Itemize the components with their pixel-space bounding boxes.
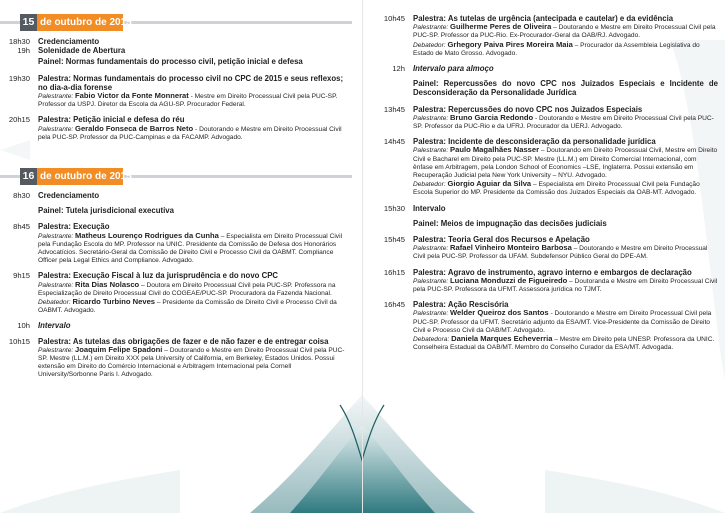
- speaker-role: Palestrante:: [38, 232, 74, 240]
- speaker-role: Palestrante:: [413, 24, 449, 32]
- item-title: Palestra: As tutelas de urgência (antecipada e cautelar) e da evidência: [413, 14, 674, 23]
- speaker-info: [413, 309, 718, 335]
- item-title: Credenciamento Solenidade de Abertura: [38, 37, 126, 56]
- item-time: 15h30: [383, 203, 405, 213]
- speaker-bio: - Mestre em Direito Processual Civil pela PUC-SP. Professor da USPJ. Diretor da Escola da AGU-SP. Procurador Federal.: [38, 93, 338, 109]
- debater-bio: – Presidente da Comissão de Direito Civil e Processo Civil da OABMT. Advogado.: [38, 299, 337, 315]
- speaker-info: [413, 146, 718, 180]
- speaker-bio: – Doutoranda e Mestre em Direito Processual Civil pela PUC-SP. Professora da UFMT. Assessora jurídica no TJMT.: [413, 277, 718, 294]
- item-title: Intervalo: [38, 321, 71, 331]
- day-number: 15: [20, 14, 37, 31]
- item-title: Intervalo para almoço: [413, 64, 494, 74]
- panel-title: Painel: Tutela jurisdicional executiva: [38, 206, 174, 216]
- speaker-name: Rafael Vinheiro Monteiro Barbosa: [450, 243, 572, 253]
- speaker-name: Rita Dias Nolasco: [75, 279, 140, 289]
- speaker-role: Palestrante:: [38, 93, 74, 101]
- item-time: 16h45: [383, 300, 405, 310]
- debater-info: [413, 180, 718, 197]
- speaker-bio: – Doutorando em Direito Processual Civil, Mestre em Direito Civil e Bacharel em Direito pela PUC-SP. Mestre (LL.M.) em Direito Comercial Internacional, com ênfase em Arbitragem, pela London School of Economics –LSE, Inglaterra. Possui extensão em Recuperação Judicial pela New York University – NYU. Advogado.: [413, 147, 718, 180]
- speaker-info: [38, 92, 352, 109]
- schedule-item: [373, 204, 718, 213]
- speaker-info: [38, 346, 352, 380]
- speaker-bio: - Doutorando e Mestre em Direito Processual Civil pela PUC-SP. Professor da UFMT. Secretário adjunto da ESA/MT. Vice-Presidente da Comissão de Direito Civil e Processo Civil da OAB/MT. Advogado.: [413, 310, 712, 334]
- item-time: 14h45: [383, 137, 405, 147]
- schedule-item: [373, 64, 718, 73]
- speaker-name: Fabio Victor da Fonte Monnerat: [75, 91, 189, 101]
- item-title: Palestra: Execução Fiscal à luz da jurisprudência e do novo CPC: [38, 271, 279, 281]
- speaker-role: Palestrante:: [38, 125, 74, 133]
- item-time: 20h15: [8, 115, 30, 125]
- speaker-role: Palestrante:: [413, 147, 449, 155]
- debater-name: Daniela Marques Echeverria: [451, 334, 553, 344]
- speaker-name: Guilherme Peres de Oliveira: [450, 22, 552, 32]
- item-time: 8h45: [13, 222, 30, 232]
- item-title: Palestra: Petição inicial e defesa do réu: [38, 115, 185, 125]
- debater-role: Debatedor:: [38, 299, 71, 307]
- panel-title: Painel: Repercussões do novo CPC nos Juizados Especiais e Incidente de Desconsideração da Personalidade Jurídica: [413, 79, 718, 98]
- item-time: 10h45: [383, 14, 405, 23]
- debater-role: Debatedora:: [413, 336, 450, 344]
- right-page: [373, 14, 718, 359]
- speaker-name: Welder Queiroz dos Santos: [450, 308, 549, 318]
- item-time: 12h: [392, 64, 405, 74]
- item-title: Palestra: Teoria Geral dos Recursos e Apelação: [413, 235, 590, 245]
- schedule-item: [0, 74, 352, 110]
- day-label: de outubro de 2015: [40, 17, 132, 28]
- item-time: 15h45: [383, 235, 405, 245]
- item-time: 19h30: [8, 73, 30, 83]
- item-time: 18h30 19h: [8, 37, 30, 55]
- item-title: Palestra: Ação Rescisória: [413, 300, 509, 310]
- speaker-bio: - Doutorando e Mestre em Direito Processual Civil pela PUC-SP. Professor da PUC-Campinas e da FACAMP. Advogado.: [38, 125, 342, 141]
- item-time: 10h15: [8, 336, 30, 346]
- item-title: Palestra: Repercussões do novo CPC nos Juizados Especiais: [413, 104, 643, 114]
- speaker-info: [413, 277, 718, 294]
- speaker-role: Palestrante:: [38, 281, 74, 289]
- page-fold: [362, 0, 363, 513]
- day-header-16: [0, 168, 352, 185]
- schedule-item: [0, 222, 352, 265]
- schedule-item: [0, 115, 352, 142]
- speaker-info: [413, 114, 718, 131]
- debater-bio: – Mestre em Direito pela UNESP. Professora da UNIC. Conselheira Estadual da OAB/MT. Membro do Conselho Curador da ESA/MT. Advogada.: [413, 336, 715, 352]
- debater-bio: – Especialista em Direito Processual Civil pela Fundação Escola Superior do MP. Presidente da Comissão dos Juizados Especiais da OAB-MT. Advogado.: [413, 181, 700, 197]
- panel-title: Painel: Meios de impugnação das decisões judiciais: [413, 218, 607, 228]
- speaker-info: [413, 23, 718, 40]
- speaker-role: Palestrante:: [413, 277, 449, 285]
- speaker-bio: – Especialista em Direito Processual Civil pela Fundação Escola do MP. Professor na UNIC. Presidente da Comissão de Defesa dos Honorários Advocatícios. Secretário-Geral da Comissão de Direito Civil e Processo Civil da OABMT. Compliance Officer pela Legal Ethics and Compliance. Advogado.: [38, 232, 343, 265]
- schedule-item: [373, 14, 718, 58]
- item-title: Palestra: Normas fundamentais do processo civil no CPC de 2015 e seus reflexos; no dia-a-dia forense: [38, 73, 344, 92]
- day-number: 16: [20, 168, 37, 185]
- item-title: Intervalo: [413, 203, 446, 213]
- item-title: Palestra: Incidente de desconsideração da personalidade jurídica: [413, 137, 656, 147]
- debater-name: Giorgio Aguiar da Silva: [447, 179, 532, 189]
- speaker-bio: - Doutorando e Mestre em Direito Processual Civil pela PUC-SP. Professor da PUC-Rio e da UFRJ. Procurador da UERJ. Advogado.: [413, 114, 714, 131]
- schedule-item: [0, 37, 352, 55]
- speaker-role: Palestrante:: [413, 245, 449, 253]
- speaker-info: [38, 125, 352, 142]
- item-title: Palestra: Agravo de instrumento, agravo interno e embargos de declaração: [413, 267, 692, 277]
- debater-info: [413, 335, 718, 352]
- debater-role: Debatedor:: [413, 181, 446, 189]
- schedule-item: [373, 137, 718, 197]
- item-time: 16h15: [383, 267, 405, 277]
- schedule-item: [0, 337, 352, 380]
- item-title: Credenciamento: [38, 191, 100, 201]
- debater-name: Ricardo Turbino Neves: [72, 297, 156, 307]
- debater-info: [38, 298, 352, 315]
- debater-name: Grhegory Paiva Pires Moreira Maia: [447, 39, 573, 49]
- speaker-name: Bruno Garcia Redondo: [450, 112, 534, 122]
- speaker-role: Palestrante:: [38, 346, 74, 354]
- schedule-item: [373, 235, 718, 262]
- debater-role: Debatedor:: [413, 41, 446, 49]
- schedule-item: [0, 271, 352, 315]
- debater-info: [413, 41, 718, 58]
- schedule-item: [0, 321, 352, 330]
- speaker-info: [38, 281, 352, 298]
- speaker-role: Palestrante:: [413, 310, 449, 318]
- speaker-name: Joaquim Felipe Spadoni: [75, 344, 163, 354]
- schedule-item: [373, 300, 718, 352]
- speaker-bio: – Doutorando e Mestre em Direito Processual Civil pela PUC-SP. Professor da UFAM. Subdefensor Público Geral do DPE-AM.: [413, 245, 708, 261]
- speaker-bio: – Doutora em Direito Processual Civil pela PUC-SP. Professora na Especialização de Direito Processual Civil do COGEAE/PUC-SP. Procuradora da Fazenda Nacional.: [38, 281, 336, 297]
- item-time: 9h15: [13, 271, 30, 281]
- item-title: Palestra: As tutelas das obrigações de fazer e de não fazer e de entregar coisa: [38, 336, 329, 346]
- speaker-name: Geraldo Fonseca de Barros Neto: [75, 123, 194, 133]
- speaker-info: [38, 232, 352, 266]
- speaker-name: Matheus Lourenço Rodrigues da Cunha: [75, 230, 219, 240]
- panel-title: Painel: Normas fundamentais do processo civil, petição inicial e defesa: [38, 57, 303, 67]
- day-label: de outubro de 2015: [40, 171, 132, 183]
- schedule-item: [0, 191, 352, 200]
- item-title: Palestra: Execução: [38, 222, 110, 232]
- speaker-name: Luciana Monduzzi de Figueiredo: [450, 275, 568, 285]
- speaker-bio: – Doutorando e Mestre em Direito Processual Civil pela PUC-SP. Mestre (LL.M.) em Direito XXX pela University of California, em Berkeley, Estados Unidos. Possui extensão em Direito do Comércio Internacional e Arbitragem Internacional pela Cornell University/Sorbonne Paris I. Advogado.: [38, 346, 345, 379]
- schedule-item: [373, 268, 718, 295]
- item-time: 8h30: [13, 191, 30, 201]
- schedule-item: [373, 105, 718, 132]
- speaker-name: Paulo Magalhães Nasser: [450, 145, 540, 155]
- speaker-info: [413, 244, 718, 261]
- day-header-15: [0, 14, 352, 31]
- item-time: 10h: [17, 321, 30, 331]
- debater-bio: – Procurador da Assembleia Legislativa do Estado de Mato Grosso. Advogado.: [413, 41, 700, 57]
- left-page: [0, 14, 352, 386]
- item-time: 13h45: [383, 104, 405, 114]
- speaker-bio: – Doutorando e Mestre em Direito Processual Civil pela PUC-SP. Professor da PUC-Rio. Ex-Procurador-Geral da OAB/RJ. Advogado.: [413, 24, 716, 40]
- speaker-role: Palestrante:: [413, 114, 449, 122]
